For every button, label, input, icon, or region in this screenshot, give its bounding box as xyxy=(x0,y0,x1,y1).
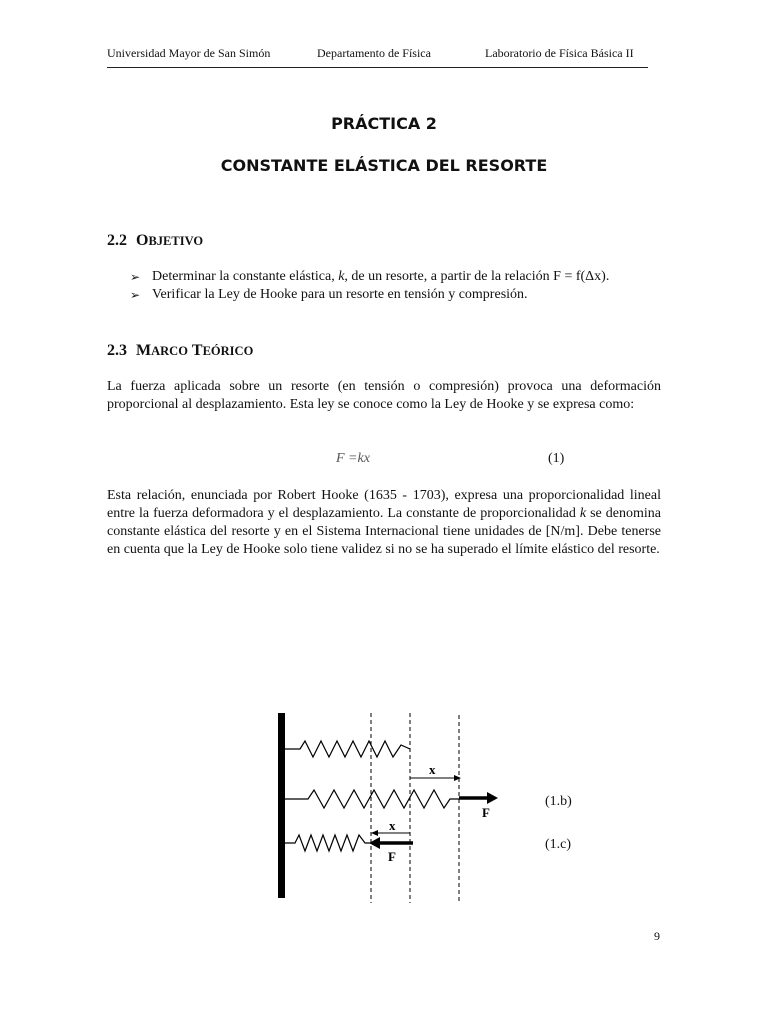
section-rest: BJETIVO xyxy=(148,234,204,248)
section-number: 2.2 xyxy=(107,232,127,249)
header-department: Departamento de Física xyxy=(317,46,431,60)
force-label-compression: F xyxy=(388,849,396,864)
spring-tension xyxy=(285,790,459,808)
spring-compression xyxy=(285,835,371,851)
figure-label-b: (1.b) xyxy=(545,794,572,809)
figure-label-c: (1.c) xyxy=(545,837,572,852)
x-label-compression: x xyxy=(389,818,396,833)
section-number: 2.3 xyxy=(107,342,127,359)
variable-k: k xyxy=(579,506,587,521)
section-initial: O xyxy=(136,232,149,249)
page-header xyxy=(107,45,648,68)
objectives-list xyxy=(130,268,609,304)
arrow-bullet-icon: ➢ xyxy=(130,270,141,284)
variable-k: k xyxy=(338,269,345,284)
force-label-tension: F xyxy=(482,805,490,820)
arrow-bullet-icon: ➢ xyxy=(130,288,141,302)
header-university: Universidad Mayor de San Simón xyxy=(107,46,271,60)
section-marco-heading: 2.3 MARCO TEÓRICO xyxy=(107,342,254,359)
practice-title: PRÁCTICA 2 xyxy=(331,114,437,133)
section-objetivo-heading xyxy=(107,232,203,250)
list-item: ➢ Verificar la Ley de Hooke para un resorte en tensión y compresión. xyxy=(130,287,528,302)
paragraph-hooke-description: Esta relación, enunciada por Robert Hooke (1635 - 1703), expresa una proporcionalidad lineal entre la fuerza deformadora y el desplazamiento. La constante de proporcionalidad k se denomina constante elástica del resorte y en el Sistema Internacional tiene unidades de [N/m]. Debe tenerse en cuenta que la Ley de Hooke solo tiene validez si no se ha superado el límite elástico del resorte. xyxy=(107,488,661,557)
equation-hooke: F =kx xyxy=(336,451,370,466)
list-item: ➢ Determinar la constante elástica, k, de un resorte, a partir de la relación F = f(Δx). xyxy=(130,269,610,284)
spring-diagram xyxy=(270,705,500,905)
force-arrowhead-tension xyxy=(487,792,498,804)
paragraph-hooke-intro: La fuerza aplicada sobre un resorte (en tensión o compresión) provoca una deformación proporcional al desplazamiento. Esta ley se conoce como la Ley de Hooke y se expresa como: xyxy=(107,379,661,412)
x-label-tension: x xyxy=(429,762,436,777)
page-number: 9 xyxy=(654,929,660,943)
practice-subtitle: CONSTANTE ELÁSTICA DEL RESORTE xyxy=(220,156,548,175)
equation-number: (1) xyxy=(548,451,565,466)
wall xyxy=(278,713,285,898)
spring-equilibrium xyxy=(285,741,410,757)
header-lab: Laboratorio de Física Básica II xyxy=(485,46,634,60)
